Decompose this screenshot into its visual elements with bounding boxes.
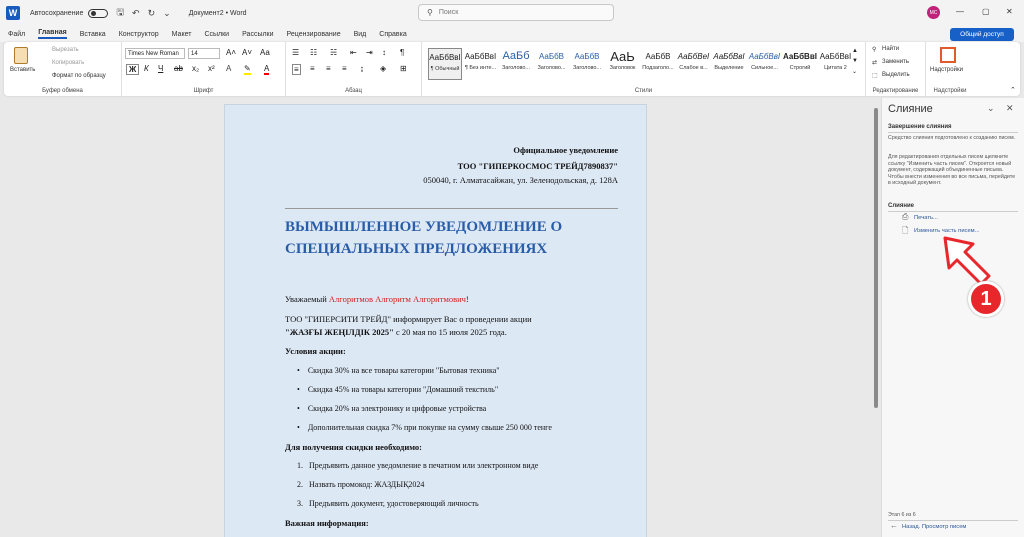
font-group — [122, 42, 286, 96]
align-left-icon[interactable]: ≡ — [294, 65, 299, 74]
tab-review[interactable]: Рецензирование — [286, 30, 341, 38]
back-preview-link[interactable]: Назад. Просмотр писем — [902, 524, 967, 530]
style-card[interactable] — [712, 48, 746, 80]
find-button[interactable]: Найти — [882, 46, 900, 52]
tab-help[interactable]: Справка — [379, 30, 407, 38]
list-item: • Скидка 20% на электронику и цифровые устройства — [297, 404, 487, 413]
style-card[interactable] — [464, 48, 498, 80]
condition-2: Скидка 45% на товары категории "Домашний текстиль" — [307, 385, 499, 394]
tab-layout[interactable]: Макет — [171, 30, 192, 38]
style-name: Подзаголо... — [642, 65, 674, 71]
font-name-box[interactable]: Times New Roman — [125, 48, 185, 59]
header-line-2: ТОО "ГИПЕРКОСМОС ТРЕЙД7890837" — [457, 161, 618, 171]
style-sample: АаБбВвІ — [819, 52, 852, 61]
shading-icon[interactable]: ◈ — [380, 64, 387, 73]
style-name: Выделение — [714, 65, 744, 71]
styles-group — [422, 42, 866, 96]
subscript-icon[interactable]: x₂ — [192, 64, 200, 73]
style-card[interactable] — [428, 48, 462, 80]
style-sample: АаБбВ — [645, 52, 671, 61]
tab-insert[interactable]: Вставка — [79, 30, 106, 38]
find-icon: ⚲ — [872, 47, 877, 53]
tab-home[interactable]: Главная — [38, 29, 66, 39]
intro-line-1: ТОО "ГИПЕРСИТИ ТРЕЙД" информирует Вас о проведении акции — [285, 314, 532, 324]
promo-name: "ЖАЗҒЫ ЖЕҢІЛДІК 2025" — [285, 327, 394, 337]
underline-icon[interactable]: Ч — [158, 64, 164, 73]
back-arrow-icon: ← — [890, 521, 898, 530]
tab-file[interactable]: Файл — [8, 30, 26, 38]
document-page[interactable] — [224, 104, 647, 537]
strikethrough-icon[interactable]: ab — [174, 64, 183, 73]
style-name: Заголово... — [572, 65, 602, 71]
select-button[interactable]: Выделить — [882, 72, 910, 78]
list-item: • Дополнительная скидка 7% при покупке на сумму свыше 250 000 тенге — [297, 423, 552, 432]
style-card[interactable] — [641, 48, 675, 80]
bold-icon[interactable]: Ж — [126, 64, 139, 75]
pane-step-text: Этап 6 из 6 — [888, 512, 916, 518]
doc-title-line-1: ВЫМЫШЛЕННОЕ УВЕДОМЛЕНИЕ О — [285, 219, 563, 235]
requirement-2: Назвать промокод: ЖАЗДЫҚ2024 — [309, 480, 425, 489]
customize-toolbar-icon[interactable]: ⌄ — [163, 7, 171, 18]
pane-instructions-text: Для редактирования отдельных писем щелкните ссылку "Изменить часть писем". Откроется новый документ, содержащий объединенные письма. Чтобы внести изменения во все письма, перейдите в исходный документ. — [888, 154, 1016, 186]
condition-1: Скидка 30% на все товары категории "Бытовая техника" — [307, 366, 500, 375]
style-name: ¶ Без инте... — [464, 65, 497, 71]
replace-button[interactable]: Заменить — [882, 59, 909, 65]
document-area — [0, 100, 872, 537]
font-color-icon[interactable]: A — [264, 64, 270, 73]
share-button-label: Общий доступ — [960, 31, 1004, 38]
tab-view[interactable]: Вид — [353, 30, 367, 38]
multilevel-list-icon[interactable]: ☵ — [330, 48, 338, 57]
greeting-suffix: ! — [465, 294, 469, 304]
pane-section-merge-title: Слияние — [888, 203, 914, 209]
header-line-3: 050040, г. Алматасайжан, ул. Зеленодольская, д. 128А — [423, 175, 618, 185]
requirements-heading: Для получения скидки необходимо: — [285, 442, 423, 452]
header-divider — [285, 208, 618, 209]
tab-references[interactable]: Ссылки — [204, 30, 230, 38]
intro-line-2 — [285, 327, 507, 337]
style-sample: АаЬ — [610, 49, 635, 64]
save-icon[interactable]: 🖫 — [116, 7, 125, 17]
autosave-toggle[interactable] — [88, 9, 108, 18]
italic-icon[interactable]: К — [144, 64, 149, 73]
style-card[interactable] — [819, 48, 853, 80]
cut-button[interactable]: Вырезать — [52, 47, 79, 53]
search-placeholder: Поиск — [438, 9, 459, 16]
pane-title: Слияние — [888, 103, 933, 115]
addins-button[interactable]: Надстройки — [930, 67, 963, 73]
list-item: 3. Предъявить документ, удостоверяющий личность — [297, 499, 479, 508]
greeting — [285, 294, 469, 304]
doc-title-line-2: СПЕЦИАЛЬНЫХ ПРЕДЛОЖЕНИЯХ — [285, 241, 548, 257]
increase-indent-icon[interactable]: ⇥ — [366, 48, 373, 57]
minimize-icon[interactable]: — — [956, 7, 964, 16]
style-card[interactable] — [535, 48, 569, 80]
borders-icon[interactable]: ⊞ — [400, 64, 407, 73]
style-name: Заголово... — [501, 65, 531, 71]
addins-group-label: Надстройки — [933, 88, 967, 94]
text-effects-icon[interactable]: A — [226, 64, 232, 73]
style-sample: АаБбВеІ — [677, 52, 710, 61]
align-right-icon[interactable]: ≡ — [326, 64, 331, 73]
word-logo-icon: W — [6, 6, 20, 20]
header-line-1: Официальное уведомление — [513, 145, 618, 155]
sort-icon[interactable]: ↕ — [382, 48, 386, 57]
tab-mailings[interactable]: Рассылки — [242, 30, 274, 38]
style-card[interactable] — [499, 48, 533, 80]
show-marks-icon[interactable]: ¶ — [400, 48, 405, 57]
style-sample: АаБбВвІ — [464, 52, 497, 61]
style-name: ¶ Обычный — [430, 66, 460, 72]
highlight-icon[interactable]: ✎ — [244, 64, 251, 73]
undo-icon[interactable]: ↶ — [132, 7, 140, 18]
copy-button[interactable]: Копировать — [52, 60, 85, 66]
style-name: Сильное... — [751, 65, 778, 71]
document-scrollbar[interactable] — [873, 100, 879, 537]
document-title: Документ2 • Word — [188, 9, 247, 17]
print-link[interactable]: Печать... — [914, 215, 938, 221]
pane-section-complete-title: Завершение слияния — [888, 124, 952, 130]
change-case-icon[interactable]: Aa — [260, 48, 270, 57]
format-painter-button[interactable]: Формат по образцу — [52, 73, 106, 79]
editing-group-label: Редактирование — [872, 88, 919, 94]
ribbon — [4, 42, 1020, 96]
pane-options-icon[interactable]: ⌄ — [987, 103, 995, 113]
style-sample: АаБбВвІ — [748, 52, 781, 61]
close-icon[interactable]: ✕ — [1006, 7, 1013, 16]
style-sample: АаБбВвІ — [713, 52, 745, 61]
edit-letters-link[interactable]: Изменить часть писем... — [914, 228, 980, 234]
numbering-icon[interactable]: ☷ — [310, 48, 318, 57]
editing-group — [866, 42, 926, 96]
important-heading: Важная информация: — [285, 518, 369, 528]
greeting-name: Алгоритмов Алгоритм Алгоритмович — [328, 294, 466, 304]
list-item: • Скидка 30% на все товары категории "Бытовая техника" — [297, 366, 500, 375]
tab-design[interactable]: Конструктор — [118, 30, 159, 38]
style-card[interactable] — [748, 48, 782, 80]
paste-button[interactable]: Вставить — [10, 67, 36, 73]
decrease-indent-icon[interactable]: ⇤ — [350, 48, 357, 57]
clipboard-group-label: Буфер обмена — [42, 88, 83, 94]
clipboard-group — [4, 42, 122, 96]
search-icon: ⚲ — [427, 8, 433, 17]
style-card[interactable] — [606, 48, 640, 80]
addins-icon[interactable] — [940, 47, 956, 63]
line-spacing-icon[interactable]: ↨ — [360, 64, 364, 73]
paragraph-group-label: Абзац — [345, 88, 362, 94]
addins-group — [926, 42, 974, 96]
styles-scroll-up-icon[interactable]: ▲ — [852, 48, 858, 54]
styles-group-label: Стили — [634, 88, 653, 94]
requirement-1: Предъявить данное уведомление в печатном или электронном виде — [309, 461, 539, 470]
maximize-icon[interactable]: ▢ — [982, 7, 990, 16]
shrink-font-icon[interactable]: A˅ — [242, 48, 253, 57]
paragraph-group — [286, 42, 422, 96]
condition-4: Дополнительная скидка 7% при покупке на сумму свыше 250 000 тенге — [307, 423, 552, 432]
intro-line-2-rest: с 20 мая по 15 июля 2025 года. — [393, 327, 507, 337]
pane-ready-text: Средство слияния подготовлено к созданию писем. — [888, 135, 1016, 141]
printer-icon: ⎙ — [902, 212, 909, 221]
paste-icon[interactable] — [14, 47, 28, 64]
style-name: Заголово... — [537, 65, 566, 71]
ribbon-tabs — [0, 26, 1024, 42]
styles-scroll-down-icon[interactable]: ▼ — [852, 58, 858, 64]
style-card[interactable] — [783, 48, 817, 80]
conditions-heading: Условия акции: — [285, 346, 346, 356]
style-sample: АаБбВвІ — [429, 53, 461, 62]
style-name: Слабое в... — [679, 65, 708, 71]
requirement-3: Предъявить документ, удостоверяющий личность — [309, 499, 479, 508]
align-center-icon[interactable]: ≡ — [310, 64, 315, 73]
font-size-box[interactable]: 14 — [188, 48, 220, 59]
style-name: Строгий — [789, 65, 811, 71]
font-group-label: Шрифт — [193, 88, 214, 94]
avatar[interactable]: MC — [927, 6, 940, 19]
list-item: 2. Назвать промокод: ЖАЗДЫҚ2024 — [297, 480, 425, 489]
mail-merge-pane — [881, 98, 1024, 537]
pane-divider — [888, 520, 1018, 521]
style-sample: АаБбВ — [538, 52, 565, 61]
grow-font-icon[interactable]: A˄ — [226, 48, 237, 57]
list-item: 1. Предъявить данное уведомление в печатном или электронном виде — [297, 461, 539, 470]
style-name: Цитата 2 — [824, 65, 847, 71]
condition-3: Скидка 20% на электронику и цифровые устройства — [307, 404, 487, 413]
list-item: • Скидка 45% на товары категории "Домашний текстиль" — [297, 385, 499, 394]
share-button[interactable] — [950, 28, 1014, 41]
style-sample: АаБбВвІ — [783, 52, 817, 61]
search-box[interactable] — [418, 4, 614, 21]
greeting-prefix: Уважаемый — [285, 294, 329, 304]
pane-close-icon[interactable]: ✕ — [1006, 103, 1014, 113]
style-card[interactable] — [677, 48, 711, 80]
style-name: Заголовок — [609, 65, 636, 71]
scrollbar-thumb[interactable] — [874, 108, 878, 408]
bullets-icon[interactable]: ☰ — [292, 48, 300, 57]
style-sample: АаБбВ — [574, 52, 600, 61]
collapse-ribbon-icon[interactable]: ⌃ — [1010, 87, 1016, 94]
edit-letters-icon: 🗋 — [902, 226, 909, 235]
annotation-badge: 1 — [968, 281, 1004, 317]
style-sample: АаБб — [502, 50, 530, 62]
redo-icon[interactable]: ↻ — [147, 7, 156, 18]
replace-icon: ⇄ — [872, 60, 878, 66]
pane-divider — [888, 132, 1018, 133]
justify-icon[interactable]: ≡ — [342, 64, 347, 73]
autosave-label: Автосохранение — [30, 9, 84, 17]
styles-more-icon[interactable]: ⌄ — [852, 69, 858, 75]
superscript-icon[interactable]: x² — [208, 64, 215, 73]
style-card[interactable] — [570, 48, 604, 80]
select-icon: ⬚ — [872, 73, 878, 79]
